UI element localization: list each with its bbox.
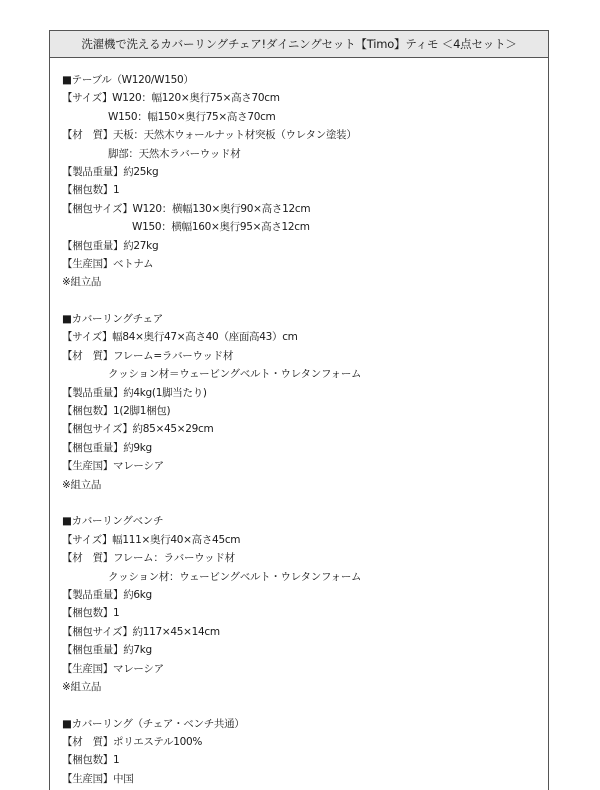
origin-row: 【生産国】マレーシア (62, 662, 164, 675)
origin-row: 【生産国】マレーシア (62, 460, 164, 473)
section-heading: ■カバーリングベンチ (62, 515, 164, 528)
origin-row: 【生産国】中国 (62, 772, 134, 785)
package-size-row: 【梱包サイズ】W120：横幅130×奥行90×高さ12cm (62, 202, 311, 215)
package-size-row: 【梱包サイズ】約117×45×14cm (62, 625, 220, 638)
size-row: 【サイズ】幅111×奥行40×高さ45cm (62, 533, 241, 546)
material-row-continued: クッション材：ウェービングベルト・ウレタンフォーム (108, 570, 362, 583)
package-weight-row: 【梱包重量】約7kg (62, 644, 152, 657)
chair-section (62, 310, 548, 494)
bench-section (62, 512, 548, 696)
package-size-row: 【梱包サイズ】約85×45×29cm (62, 423, 214, 436)
size-row: 【サイズ】幅84×奥行47×高さ40（座面高43）cm (62, 331, 298, 344)
package-size-row-continued: W150：横幅160×奥行95×高さ12cm (132, 221, 310, 234)
table-section (62, 71, 548, 292)
section-spacer (62, 696, 548, 714)
material-row: 【材 質】天板：天然木ウォールナット材突板（ウレタン塗装） (62, 129, 357, 142)
packages-row: 【梱包数】1(2脚1梱包) (62, 405, 171, 418)
section-heading: ■カバーリング（チェア・ベンチ共通） (62, 717, 245, 730)
page-title: 洗濯機で洗えるカバーリングチェア!ダイニングセット【Timo】ティモ ＜4点セット＞ (50, 31, 548, 58)
assembly-note: ※組立品 (62, 276, 102, 289)
section-heading: ■カバーリングチェア (62, 313, 163, 326)
package-weight-row: 【梱包重量】約27kg (62, 239, 159, 252)
section-spacer (62, 494, 548, 512)
size-row-continued: W150：幅150×奥行75×高さ70cm (108, 110, 276, 123)
cover-section (62, 715, 548, 789)
assembly-note: ※組立品 (62, 680, 102, 693)
packages-row: 【梱包数】1 (62, 184, 120, 197)
assembly-note: ※組立品 (62, 478, 102, 491)
weight-row: 【製品重量】約6kg (62, 588, 152, 601)
section-spacer (62, 292, 548, 310)
origin-row: 【生産国】ベトナム (62, 257, 154, 270)
spec-content (50, 58, 548, 788)
material-row-continued: 脚部：天然木ラバーウッド材 (108, 147, 241, 160)
weight-row: 【製品重量】約4kg(1脚当たり) (62, 386, 207, 399)
material-row: 【材 質】ポリエステル100% (62, 736, 203, 749)
size-row: 【サイズ】W120：幅120×奥行75×高さ70cm (62, 92, 280, 105)
spec-table (49, 30, 549, 790)
packages-row: 【梱包数】1 (62, 607, 120, 620)
weight-row: 【製品重量】約25kg (62, 165, 159, 178)
material-row-continued: クッション材＝ウェービングベルト・ウレタンフォーム (108, 368, 362, 381)
section-heading: ■テーブル（W120/W150） (62, 74, 194, 86)
packages-row: 【梱包数】1 (62, 754, 120, 767)
material-row: 【材 質】フレーム：ラバーウッド材 (62, 552, 235, 565)
material-row: 【材 質】フレーム=ラバーウッド材 (62, 349, 234, 362)
package-weight-row: 【梱包重量】約9kg (62, 441, 152, 454)
